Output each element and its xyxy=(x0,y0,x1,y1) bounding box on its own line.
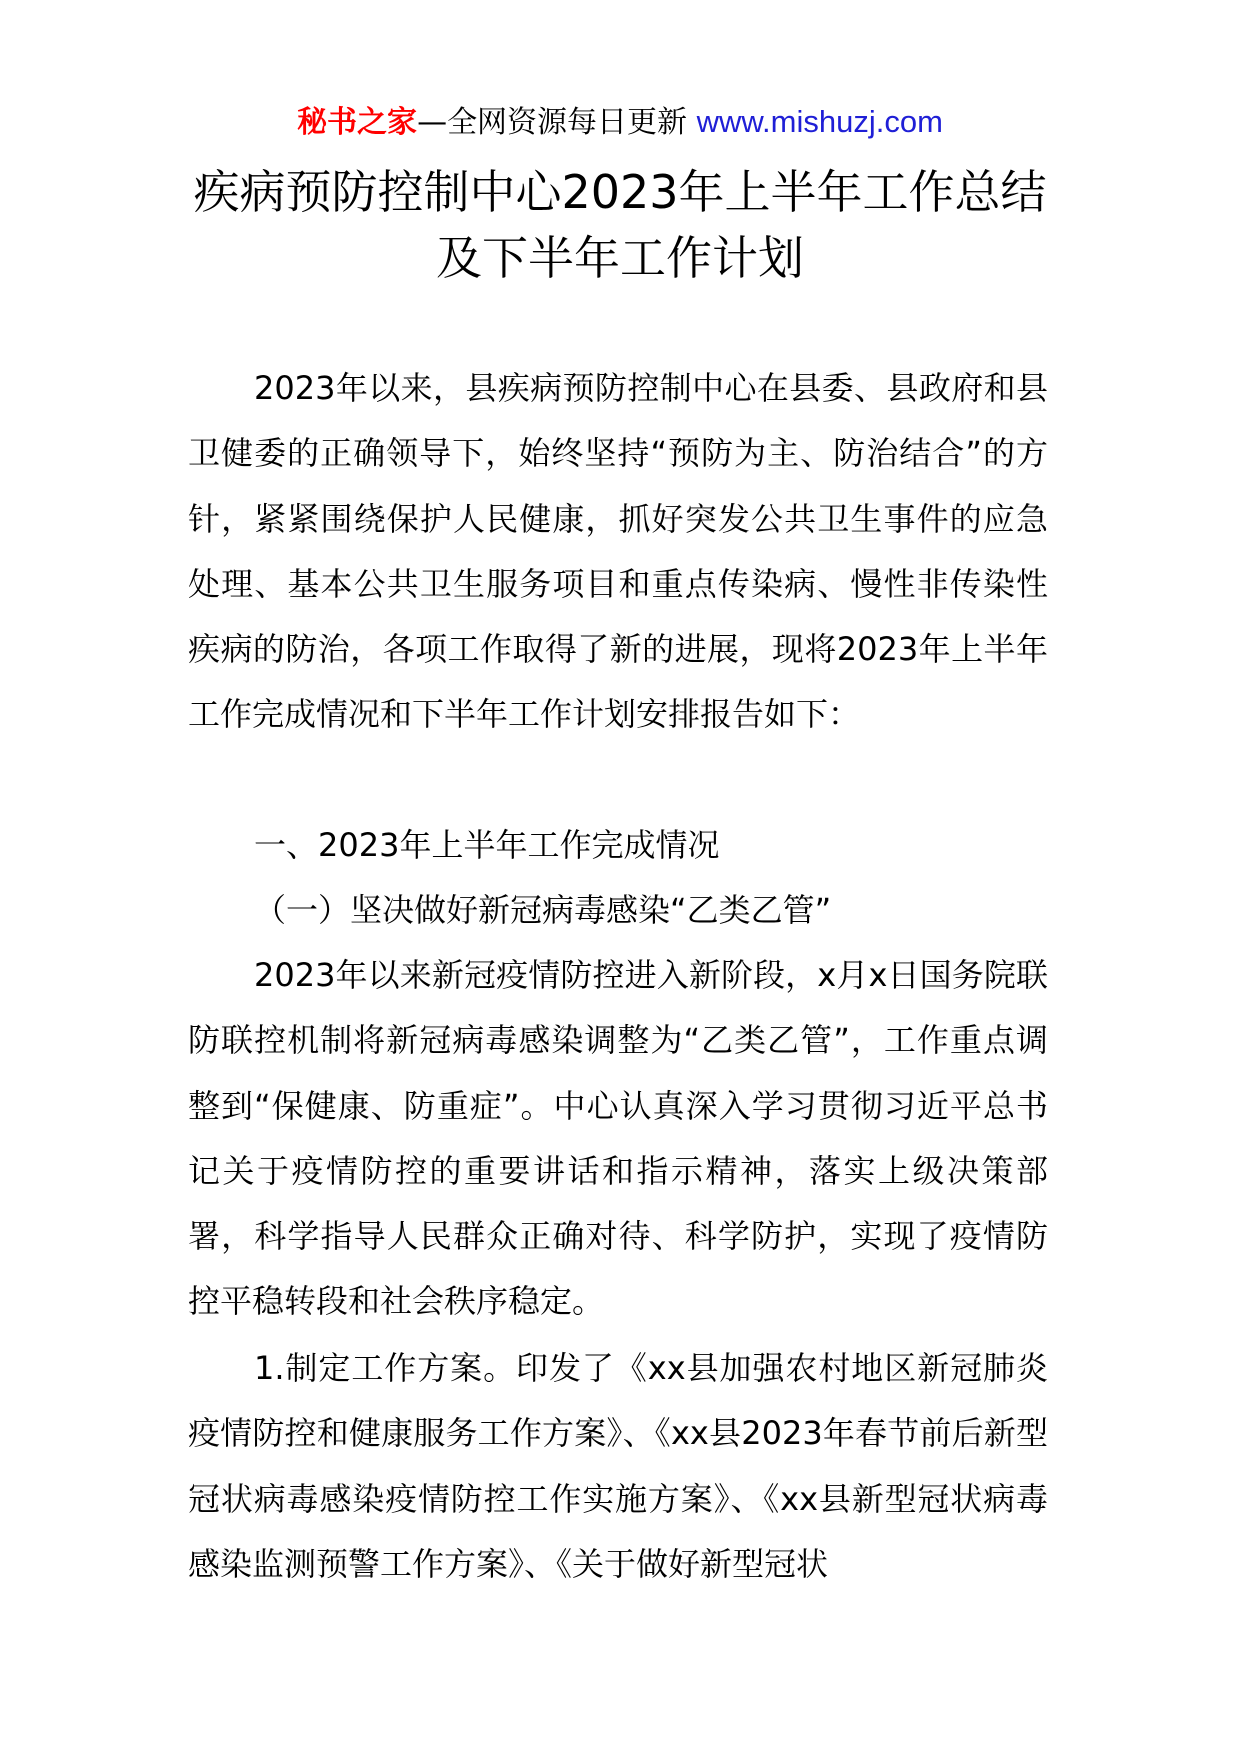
brand-name: 秘书之家 xyxy=(297,105,418,140)
intro-paragraph: 2023年以来，县疾病预防控制中心在县委、县政府和县卫健委的正确领导下，始终坚持“预防为主、防治结合”的方针，紧紧围绕保护人民健康，抓好突发公共卫生事件的应急处理、基本公共卫生服务项目和重点传染病、慢性非传染性疾病的防治，各项工作取得了新的进展，现将2023年上半年工作完成情况和下半年工作计划安排报告如下： xyxy=(188,369,1048,734)
banner-tagline: —全网资源每日更新 xyxy=(417,105,688,140)
site-banner xyxy=(0,100,1240,145)
item-paragraph: 1.制定工作方案。印发了《xx县加强农村地区新冠肺炎疫情防控和健康服务工作方案》、《xx县2023年春节前后新型冠状病毒感染疫情防控工作实施方案》、《xx县新型冠状病毒感染监测预警工作方案》、《关于做好新型冠状 xyxy=(188,1349,1048,1583)
site-url-link[interactable]: www.mishuzj.com xyxy=(696,104,943,139)
section-heading: 一、2023年上半年工作完成情况 xyxy=(254,826,720,864)
document-title-line-1: 疾病预防控制中心2023年上半年工作总结 xyxy=(193,165,1047,219)
subsection-paragraph: 2023年以来新冠疫情防控进入新阶段，x月x日国务院联防联控机制将新冠病毒感染调整为“乙类乙管”，工作重点调整到“保健康、防重症”。中心认真深入学习贯彻习近平总书记关于疫情防控的重要讲话和指示精神，落实上级决策部署，科学指导人民群众正确对待、科学防护，实现了疫情防控平稳转段和社会秩序稳定。 xyxy=(188,956,1048,1321)
subsection-heading: （一）坚决做好新冠病毒感染“乙类乙管” xyxy=(254,891,832,929)
document-title-line-2: 及下半年工作计划 xyxy=(436,231,804,285)
